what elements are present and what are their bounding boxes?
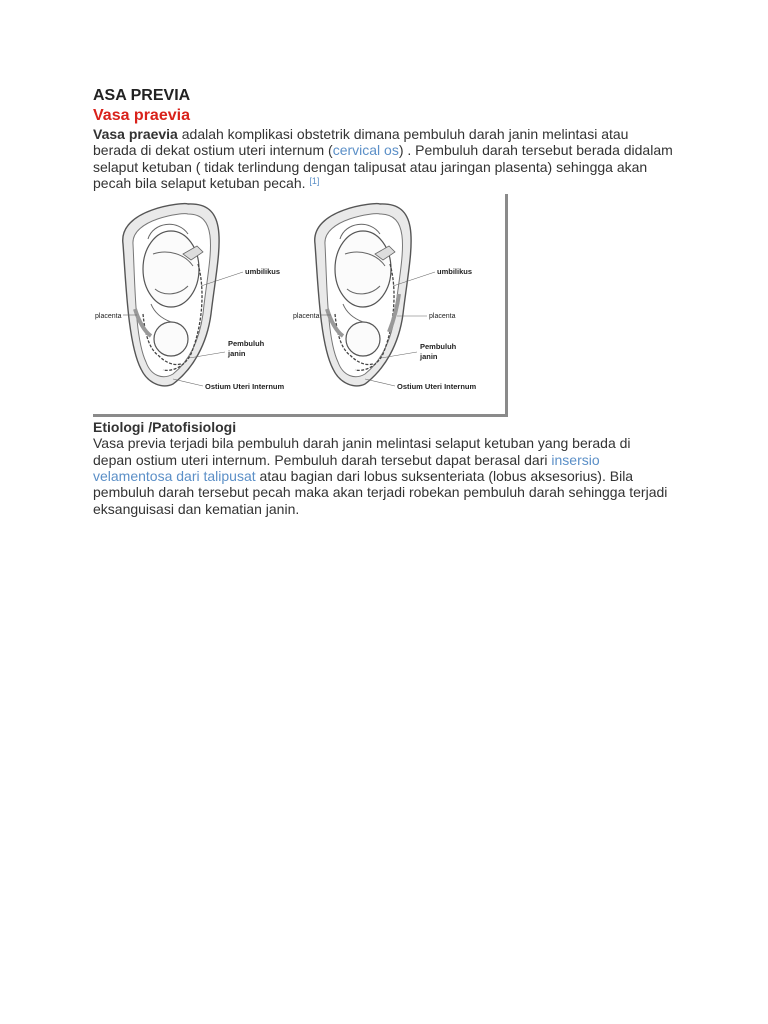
left-janin-label: janin — [228, 349, 246, 359]
section-text-1: Vasa previa terjadi bila pembuluh darah janin melintasi selaput ketuban yang berada di depan ostium uteri internum. Pembuluh darah tersebut dapat berasal dari — [93, 435, 631, 468]
left-fetus-body — [143, 231, 199, 307]
illustration-svg — [93, 194, 505, 414]
section-paragraph — [93, 435, 673, 516]
intro-text-1: adalah komplikasi obstetrik dimana pembuluh darah janin melintasi atau berada di dekat ostium uteri internum ( — [93, 126, 629, 159]
right-ostium-label: Ostium Uteri Internum — [397, 382, 477, 392]
right-placenta-right-label: placenta — [429, 313, 456, 321]
right-janin-label: janin — [420, 352, 438, 362]
left-placenta-label: placenta — [95, 313, 122, 321]
left-ostium-leader — [173, 379, 203, 386]
right-umbilikus-label: umbilikus — [437, 267, 473, 277]
intro-term: Vasa praevia — [93, 126, 178, 142]
document-content — [93, 86, 673, 517]
page-subtitle: Vasa praevia — [93, 107, 190, 124]
right-ostium-leader — [365, 379, 395, 386]
right-uterus-diagram — [293, 204, 477, 391]
left-uterus-diagram — [95, 204, 285, 391]
right-placenta-left-label: placenta — [293, 313, 320, 321]
intro-paragraph — [93, 126, 673, 191]
left-umbilikus-label: umbilikus — [245, 267, 281, 277]
cervical-os-link[interactable]: cervical os — [332, 142, 399, 159]
reference-link[interactable]: [1] — [309, 175, 320, 186]
section-heading: Etiologi /Patofisiologi — [93, 419, 237, 436]
section-text-2: atau bagian dari lobus suksenteriata (lobus aksesorius). Bila pembuluh darah tersebut pecah maka akan terjadi robekan pembuluh darah sehingga terjadi eksanguisasi dan kematian janin. — [93, 468, 668, 517]
right-pembuluh-label: Pembuluh — [420, 342, 457, 352]
intro-text-2: ) . Pembuluh darah tersebut berada didalam selaput ketuban ( tidak terlindung dengan talipusat atau jaringan plasenta) sehingga akan pecah bila selaput ketuban pecah. — [93, 142, 673, 191]
insersio-velamentosa-link[interactable]: insersio velamentosa dari talipusat — [93, 451, 600, 485]
page-title: ASA PREVIA — [93, 87, 191, 104]
left-pembuluh-label: Pembuluh — [228, 339, 265, 349]
left-fetus-head — [154, 322, 188, 356]
right-fetus-head — [346, 322, 380, 356]
left-ostium-label: Ostium Uteri Internum — [205, 382, 285, 392]
right-fetus-body — [335, 231, 391, 307]
vasa-previa-illustration — [93, 194, 508, 417]
